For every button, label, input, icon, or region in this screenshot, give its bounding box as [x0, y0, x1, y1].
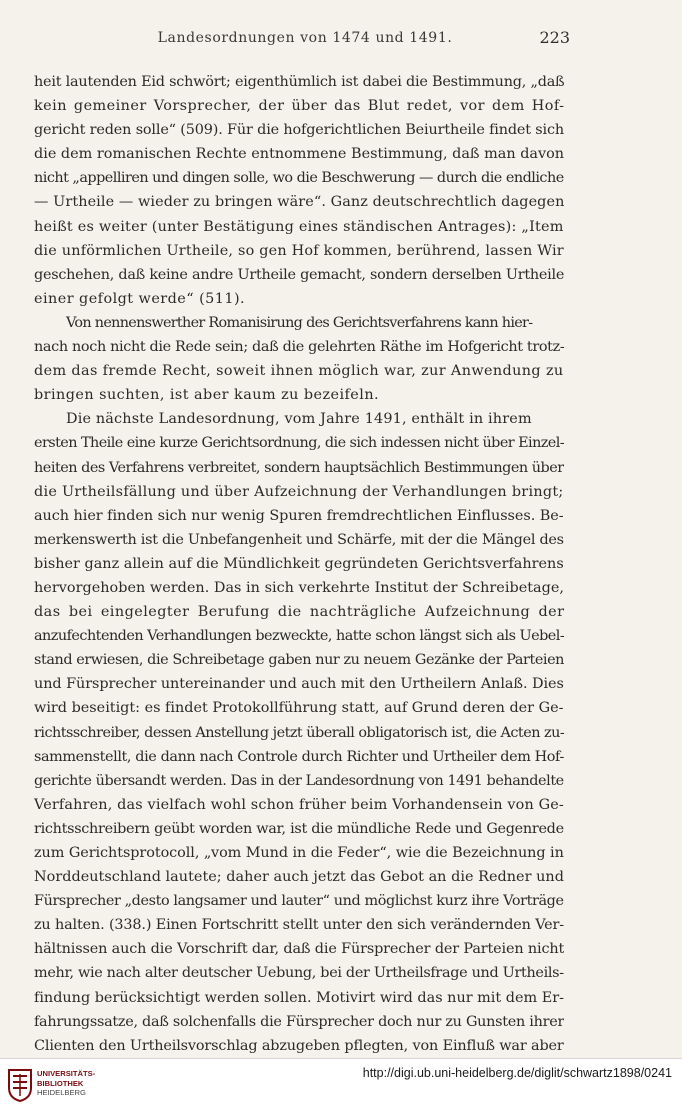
text-line: hervorgehoben werden. Das in sich verkehrte Institut der Schreibetage, [34, 579, 564, 596]
text-line: heiten des Verfahrens verbreitet, sondern hauptsächlich Bestimmungen über [34, 459, 564, 476]
text-line: wird beseitigt: es findet Protokollführung statt, auf Grund deren der Ge- [34, 700, 564, 717]
text-line: geschehen, daß keine andre Urtheile gemacht, sondern derselben Urtheile [34, 266, 564, 283]
text-line: anzufechtenden Verhandlungen bezweckte, hatte schon längst sich als Uebel- [34, 628, 564, 645]
text-line: gerichte übersandt werden. Das in der Landesordnung von 1491 behandelte [34, 772, 564, 789]
text-line: die Urtheilsfällung und über Aufzeichnung der Verhandlungen bringt; [34, 483, 564, 500]
text-line: heit lautenden Eid schwört; eigenthümlich ist dabei die Bestimmung, „daß [34, 74, 564, 90]
text-line: richtsschreiber, dessen Anstellung jetzt überall obligatorisch ist, die Acten zu- [34, 724, 564, 741]
text-line: bringen suchten, ist aber kaum zu bezeifeln. [34, 387, 380, 404]
logo-line: BIBLIOTHEK [37, 1078, 84, 1088]
text-line: fahrungssatze, daß solchenfalls die Fürsprecher doch nur zu Gunsten ihrer [34, 1013, 564, 1030]
text-line: hältnissen auch die Vorschrift dar, daß die Fürsprecher der Parteien nicht [34, 941, 564, 958]
text-line: dem das fremde Recht, soweit ihnen möglich war, zur Anwendung zu [34, 363, 564, 380]
text-line: zu halten. (338.) Einen Fortschritt stellt unter den sich verändernden Ver- [34, 917, 564, 934]
text-line: findung berücksichtigt werden sollen. Motivirt wird das nur mit dem Er- [34, 989, 564, 1006]
text-line: kein gemeiner Vorsprecher, der über das Blut redet, vor dem Hof- [34, 98, 564, 115]
text-line: richtsschreibern geübt worden war, ist die mündliche Rede und Gegenrede [34, 820, 564, 837]
text-line: nicht „appelliren und dingen solle, wo die Beschwerung — durch die endliche [34, 170, 564, 187]
text-line: das bei eingelegter Berufung die nachträgliche Aufzeichnung der [34, 604, 564, 621]
text-line: und Fürsprecher untereinander und auch mit den Urtheilern Anlaß. Dies [34, 676, 564, 693]
text-line: Fürsprecher „desto langsamer und lauter“ und möglichst kurz ihre Vorträge [34, 893, 564, 910]
text-line: einer gefolgt werde“ (511). [34, 290, 246, 307]
text-line: merkenswerth ist die Unbefangenheit und Schärfe, mit der die Mängel des [34, 531, 564, 548]
text-line: gericht reden solle“ (509). Für die hofgerichtlichen Beiurtheile findet sich [34, 122, 564, 139]
page-header [40, 30, 570, 54]
running-title: Landesordnungen von 1474 und 1491. [157, 30, 453, 46]
text-line: mehr, wie nach alter deutscher Uebung, bei der Urtheilsfrage und Urtheils- [34, 965, 564, 982]
text-line: sammenstellt, die dann nach Controle durch Richter und Urtheiler dem Hof- [34, 748, 564, 765]
logo-line: HEIDELBERG [37, 1088, 86, 1098]
text-line: Verfahren, das vielfach wohl schon früher beim Vorhandensein von Ge- [34, 796, 564, 813]
footer-bar [0, 1058, 682, 1110]
text-line: heißt es weiter (unter Bestätigung eines ständischen Antrages): „Item [34, 218, 564, 235]
text-line: Norddeutschland lautete; daher auch jetzt das Gebot an die Redner und [34, 869, 564, 886]
text-line: stand erwiesen, die Schreibetage gaben nur zu neuem Gezänke der Parteien [34, 652, 564, 669]
text-line: die dem romanischen Rechte entnommene Bestimmung, daß man davon [34, 146, 564, 163]
text-line: Von nennenswerther Romanisirung des Gerichtsverfahrens kann hier- [66, 314, 533, 331]
library-logo-icon [6, 1068, 34, 1102]
text-line: Clienten den Urtheilsvorschlag abzugeben pflegten, von Einfluß war aber [34, 1037, 564, 1054]
text-line: zum Gerichtsprotocoll, „vom Mund in die Feder“, wie die Bezeichnung in [34, 845, 564, 861]
text-line: die unförmlichen Urtheile, so gen Hof kommen, berührend, lassen Wir [34, 242, 564, 259]
text-line: auch hier finden sich nur wenig Spuren fremdrechtlichen Einflusses. Be- [34, 507, 564, 524]
text-line: bisher ganz allein auf die Mündlichkeit gegründeten Gerichtsverfahrens [34, 555, 564, 572]
library-logo-text [37, 1069, 95, 1098]
text-line: Die nächste Landesordnung, vom Jahre 1491, enthält in ihrem [66, 411, 532, 428]
source-url-link[interactable]: http://digi.ub.uni-heidelberg.de/diglit/schwartz1898/0241 [362, 1066, 672, 1080]
text-line: — Urtheile — wieder zu bringen wäre“. Ganz deutschrechtlich dagegen [34, 194, 564, 211]
library-logo[interactable] [6, 1065, 110, 1105]
body-text [34, 70, 564, 1058]
page-number: 223 [539, 28, 570, 47]
text-line: nach noch nicht die Rede sein; daß die gelehrten Räthe im Hofgericht trotz- [34, 339, 564, 356]
text-line: ersten Theile eine kurze Gerichtsordnung, die sich indessen nicht über Einzel- [34, 435, 564, 452]
logo-line: UNIVERSITÄTS- [37, 1069, 96, 1078]
